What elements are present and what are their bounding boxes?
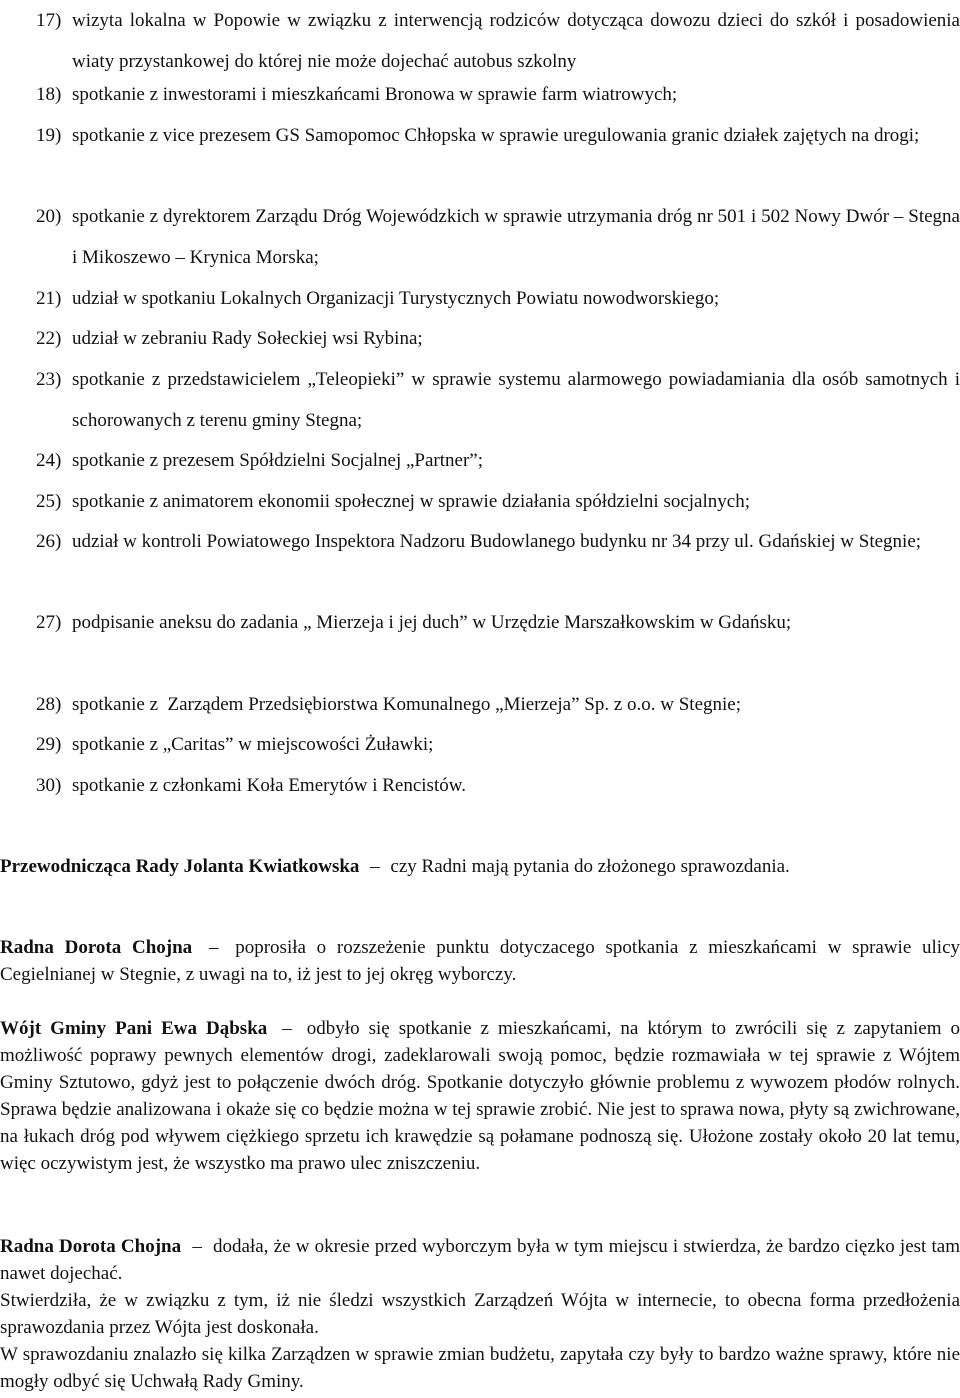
list-item [36, 278, 960, 319]
paragraph-chojna-followup [0, 1233, 960, 1287]
list-item [36, 602, 960, 643]
list-item [36, 318, 960, 359]
list-item [36, 74, 960, 115]
list-item-text: udział w zebraniu Rady Sołeckiej wsi Rybina; [72, 328, 423, 349]
list-item-number: 23) [36, 369, 62, 390]
paragraph-text: dodała, że w okresie przed wyborczym była w tym miejscu i stwierdza, że bardzo cięzko jest tam nawet dojechać. [0, 1236, 960, 1284]
list-item-text: spotkanie z dyrektorem Zarządu Dróg Wojewódzkich w sprawie utrzymania dróg nr 501 i 502 Nowy Dwór – Stegna i Mikoszewo – Krynica Morska; [72, 206, 960, 268]
list-item-text: spotkanie z inwestorami i mieszkańcami Bronowa w sprawie farm wiatrowych; [72, 84, 678, 105]
list-item-text: spotkanie z Zarządem Przedsiębiorstwa Komunalnego „Mierzeja” Sp. z o.o. w Stegnie; [72, 694, 742, 715]
list-item-number: 25) [36, 491, 62, 512]
list-item [36, 765, 960, 806]
list-item [36, 521, 960, 562]
list-item-number: 30) [36, 775, 62, 796]
list-item [36, 196, 960, 278]
list-item-text: spotkanie z „Caritas” w miejscowości Żuławki; [72, 734, 434, 755]
list-item-text: wizyta lokalna w Popowie w związku z interwencją rodziców dotycząca dowozu dzieci do szkół i posadowienia wiaty przystankowej do której nie może dojechać autobus szkolny [72, 10, 960, 72]
list-item [36, 0, 960, 82]
list-item [36, 724, 960, 765]
list-item-number: 22) [36, 328, 62, 349]
list-item-number: 29) [36, 734, 62, 755]
paragraph-chojna-request [0, 934, 960, 988]
paragraph-text: odbyło się spotkanie z mieszkańcami, na którym to zwrócili się z zapytaniem o możliwość poprawy pewnych elementów drogi, zadeklarowali swoją pomoc, będzie rozmawiała w tej sprawie z Wójtem Gminy Sztutowo, gdyż jest to połączenie dwóch dróg. Spotkanie dotyczyło głównie problemu z wywozem płodów rolnych. Sprawa będzie analizowana i okaże się co będzie można w tej sprawie zrobić. Nie jest to sprawa nowa, płyty są zwichrowane, na łukach dróg pod wływem ciężkiego sprzetu ich krawędzie są połamane podnoszą się. Ułożone zostały około 20 lat temu, więc oczywistym jest, że wszystko ma prawo ulec zniszczeniu. [0, 1018, 960, 1174]
paragraph-text: poprosiła o rozszeżenie punktu dotyczacego spotkania z mieszkańcami w sprawie ulicy Cegielnianej w Stegnie, z uwagi na to, iż jest to jej okręg wyborczy. [0, 937, 960, 985]
list-item-number: 17) [36, 10, 62, 31]
list-item [36, 115, 960, 156]
list-item-number: 24) [36, 450, 62, 471]
paragraph-text: czy Radni mają pytania do złożonego sprawozdania. [390, 856, 790, 877]
list-item-text: spotkanie z vice prezesem GS Samopomoc Chłopska w sprawie uregulowania granic działek zajętych na drogi; [72, 125, 920, 146]
paragraph-text: Stwierdziła, że w związku z tym, iż nie śledzi wszystkich Zarządzeń Wójta w internecie, to obecna forma przedłożenia sprawozdania przez Wójta jest doskonała. [0, 1290, 960, 1338]
list-item [36, 440, 960, 481]
paragraph-chojna-question [0, 1341, 960, 1395]
paragraph-chojna-statement [0, 1287, 960, 1341]
speaker-name: Radna Dorota Chojna [0, 1236, 182, 1257]
list-item-number: 20) [36, 206, 62, 227]
list-item-number: 21) [36, 288, 62, 309]
paragraph-chair-question [0, 853, 960, 880]
list-item-text: udział w spotkaniu Lokalnych Organizacji Turystycznych Powiatu nowodworskiego; [72, 288, 720, 309]
list-item-text: spotkanie z animatorem ekonomii społecznej w sprawie działania spółdzielni socjalnych; [72, 491, 750, 512]
paragraph-text: W sprawozdaniu znalazło się kilka Zarządzen w sprawie zmian budżetu, zapytała czy były to bardzo ważne sprawy, które nie mogły odbyć się Uchwałą Rady Gminy. [0, 1344, 960, 1392]
list-item [36, 684, 960, 725]
list-item-number: 26) [36, 531, 62, 552]
speaker-name: Radna Dorota Chojna [0, 937, 193, 958]
list-item-number: 19) [36, 125, 62, 146]
list-item [36, 359, 960, 441]
speaker-dash: – [282, 1018, 292, 1039]
paragraph-wojt-answer [0, 1015, 960, 1177]
speaker-name: Przewodnicząca Rady Jolanta Kwiatkowska [0, 856, 360, 877]
speaker-name: Wójt Gminy Pani Ewa Dąbska [0, 1018, 268, 1039]
list-item [36, 481, 960, 522]
list-item-text: spotkanie z członkami Koła Emerytów i Rencistów. [72, 775, 466, 796]
speaker-dash: – [208, 937, 219, 958]
list-item-text: spotkanie z prezesem Spółdzielni Socjalnej „Partner”; [72, 450, 483, 471]
speaker-dash: – [192, 1236, 202, 1257]
list-item-text: spotkanie z przedstawicielem „Teleopieki” w sprawie systemu alarmowego powiadamiania dla osób samotnych i schorowanych z terenu gminy Stegna; [72, 369, 960, 431]
list-item-text: udział w kontroli Powiatowego Inspektora Nadzoru Budowlanego budynku nr 34 przy ul. Gdańskiej w Stegnie; [72, 531, 922, 552]
list-item-number: 28) [36, 694, 62, 715]
list-item-text: podpisanie aneksu do zadania „ Mierzeja i jej duch” w Urzędzie Marszałkowskim w Gdańsku; [72, 612, 792, 633]
list-item-number: 18) [36, 84, 62, 105]
speaker-dash: – [370, 856, 380, 877]
list-item-number: 27) [36, 612, 62, 633]
